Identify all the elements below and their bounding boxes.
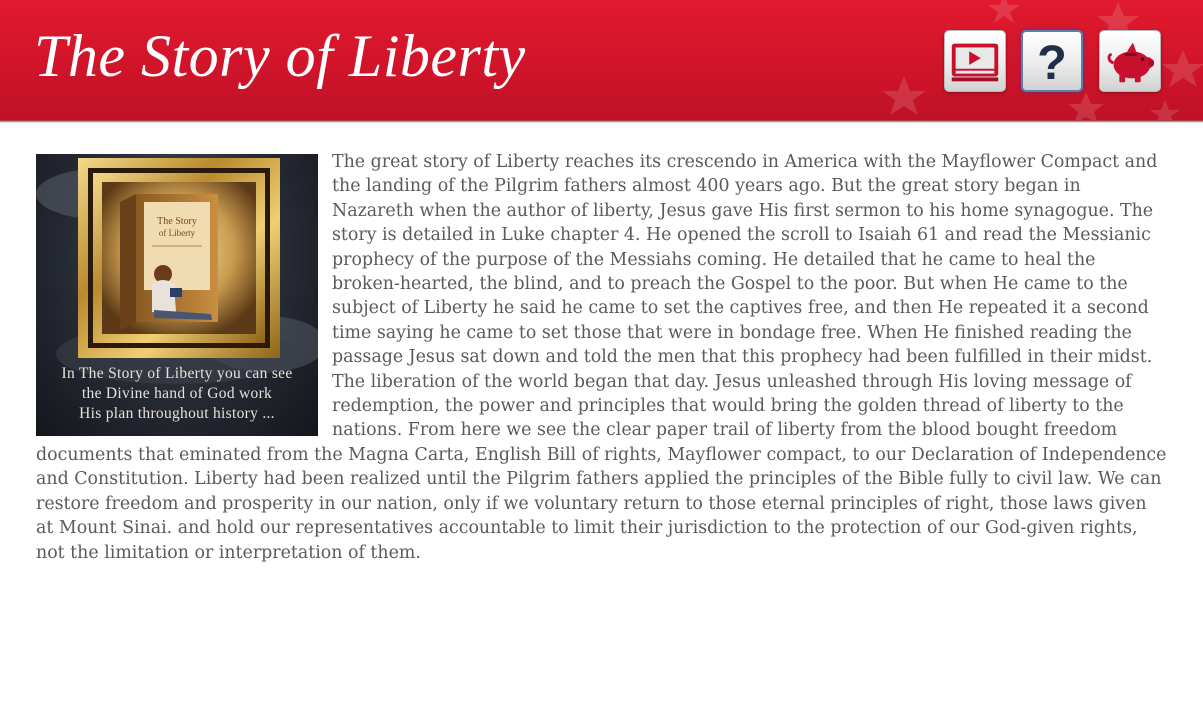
header-banner — [0, 0, 1203, 120]
svg-text:The Story: The Story — [157, 216, 197, 227]
caption-line: In The Story of Liberty you can see — [61, 365, 293, 382]
header-divider — [0, 120, 1203, 123]
image-caption — [36, 364, 318, 424]
svg-text:?: ? — [1037, 35, 1067, 90]
help-button[interactable] — [1021, 30, 1083, 92]
question-mark-icon — [1023, 32, 1081, 90]
story-of-liberty-image — [36, 154, 318, 436]
piggy-bank-icon — [1100, 31, 1160, 91]
caption-line: His plan throughout history ... — [79, 405, 275, 422]
donate-button[interactable] — [1099, 30, 1161, 92]
main-content — [36, 150, 1168, 565]
story-paragraph: The great story of Liberty reaches its crescendo in America with the Mayflower Compact and the landing of the Pilgrim fathers almost 400 years ago. But the great story began in Nazareth when the author of liberty, Jesus gave His first sermon to his home synagogue. The story is detailed in Luke chapter 4. He opened the scroll to Isaiah 61 and read the Messianic prophecy of the purpose of the Messiahs coming. He detailed that he came to heal the broken-hearted, the blind, and to preach the Gospel to the poor. But when He came to the subject of Liberty he said he came to set the captives free, and then He repeated it a second time saying he came to set those that were in bondage free. When He finished reading the passage Jesus sat down and told the men that this prophecy had been fulfilled in their midst. The liberation of the world began that day. Jesus unleashed through His loving message of redemption, the power and principles that would bring the golden thread of liberty to the nations. From here we see the clear paper trail of liberty from the blood bought freedom documents that eminated from the Magna Carta, English Bill of rights, Mayflower compact, to our Declaration of Independence and Constitution. Liberty had been realized until the Pilgrim fathers applied the principles of the Bible fully to civil law. We can restore freedom and prosperity in our nation, only if we voluntary return to those eternal principles of right, those laws given at Mount Sinai. and hold our representatives accountable to limit their jurisdiction to the protection of our God-given rights, not the limitation or interpretation of them. — [36, 152, 1167, 563]
svg-text:of Liberty: of Liberty — [158, 228, 196, 238]
play-video-icon — [945, 31, 1005, 91]
page-title: The Story of Liberty — [34, 23, 526, 89]
video-button[interactable] — [944, 30, 1006, 92]
caption-line: the Divine hand of God work — [81, 385, 273, 402]
